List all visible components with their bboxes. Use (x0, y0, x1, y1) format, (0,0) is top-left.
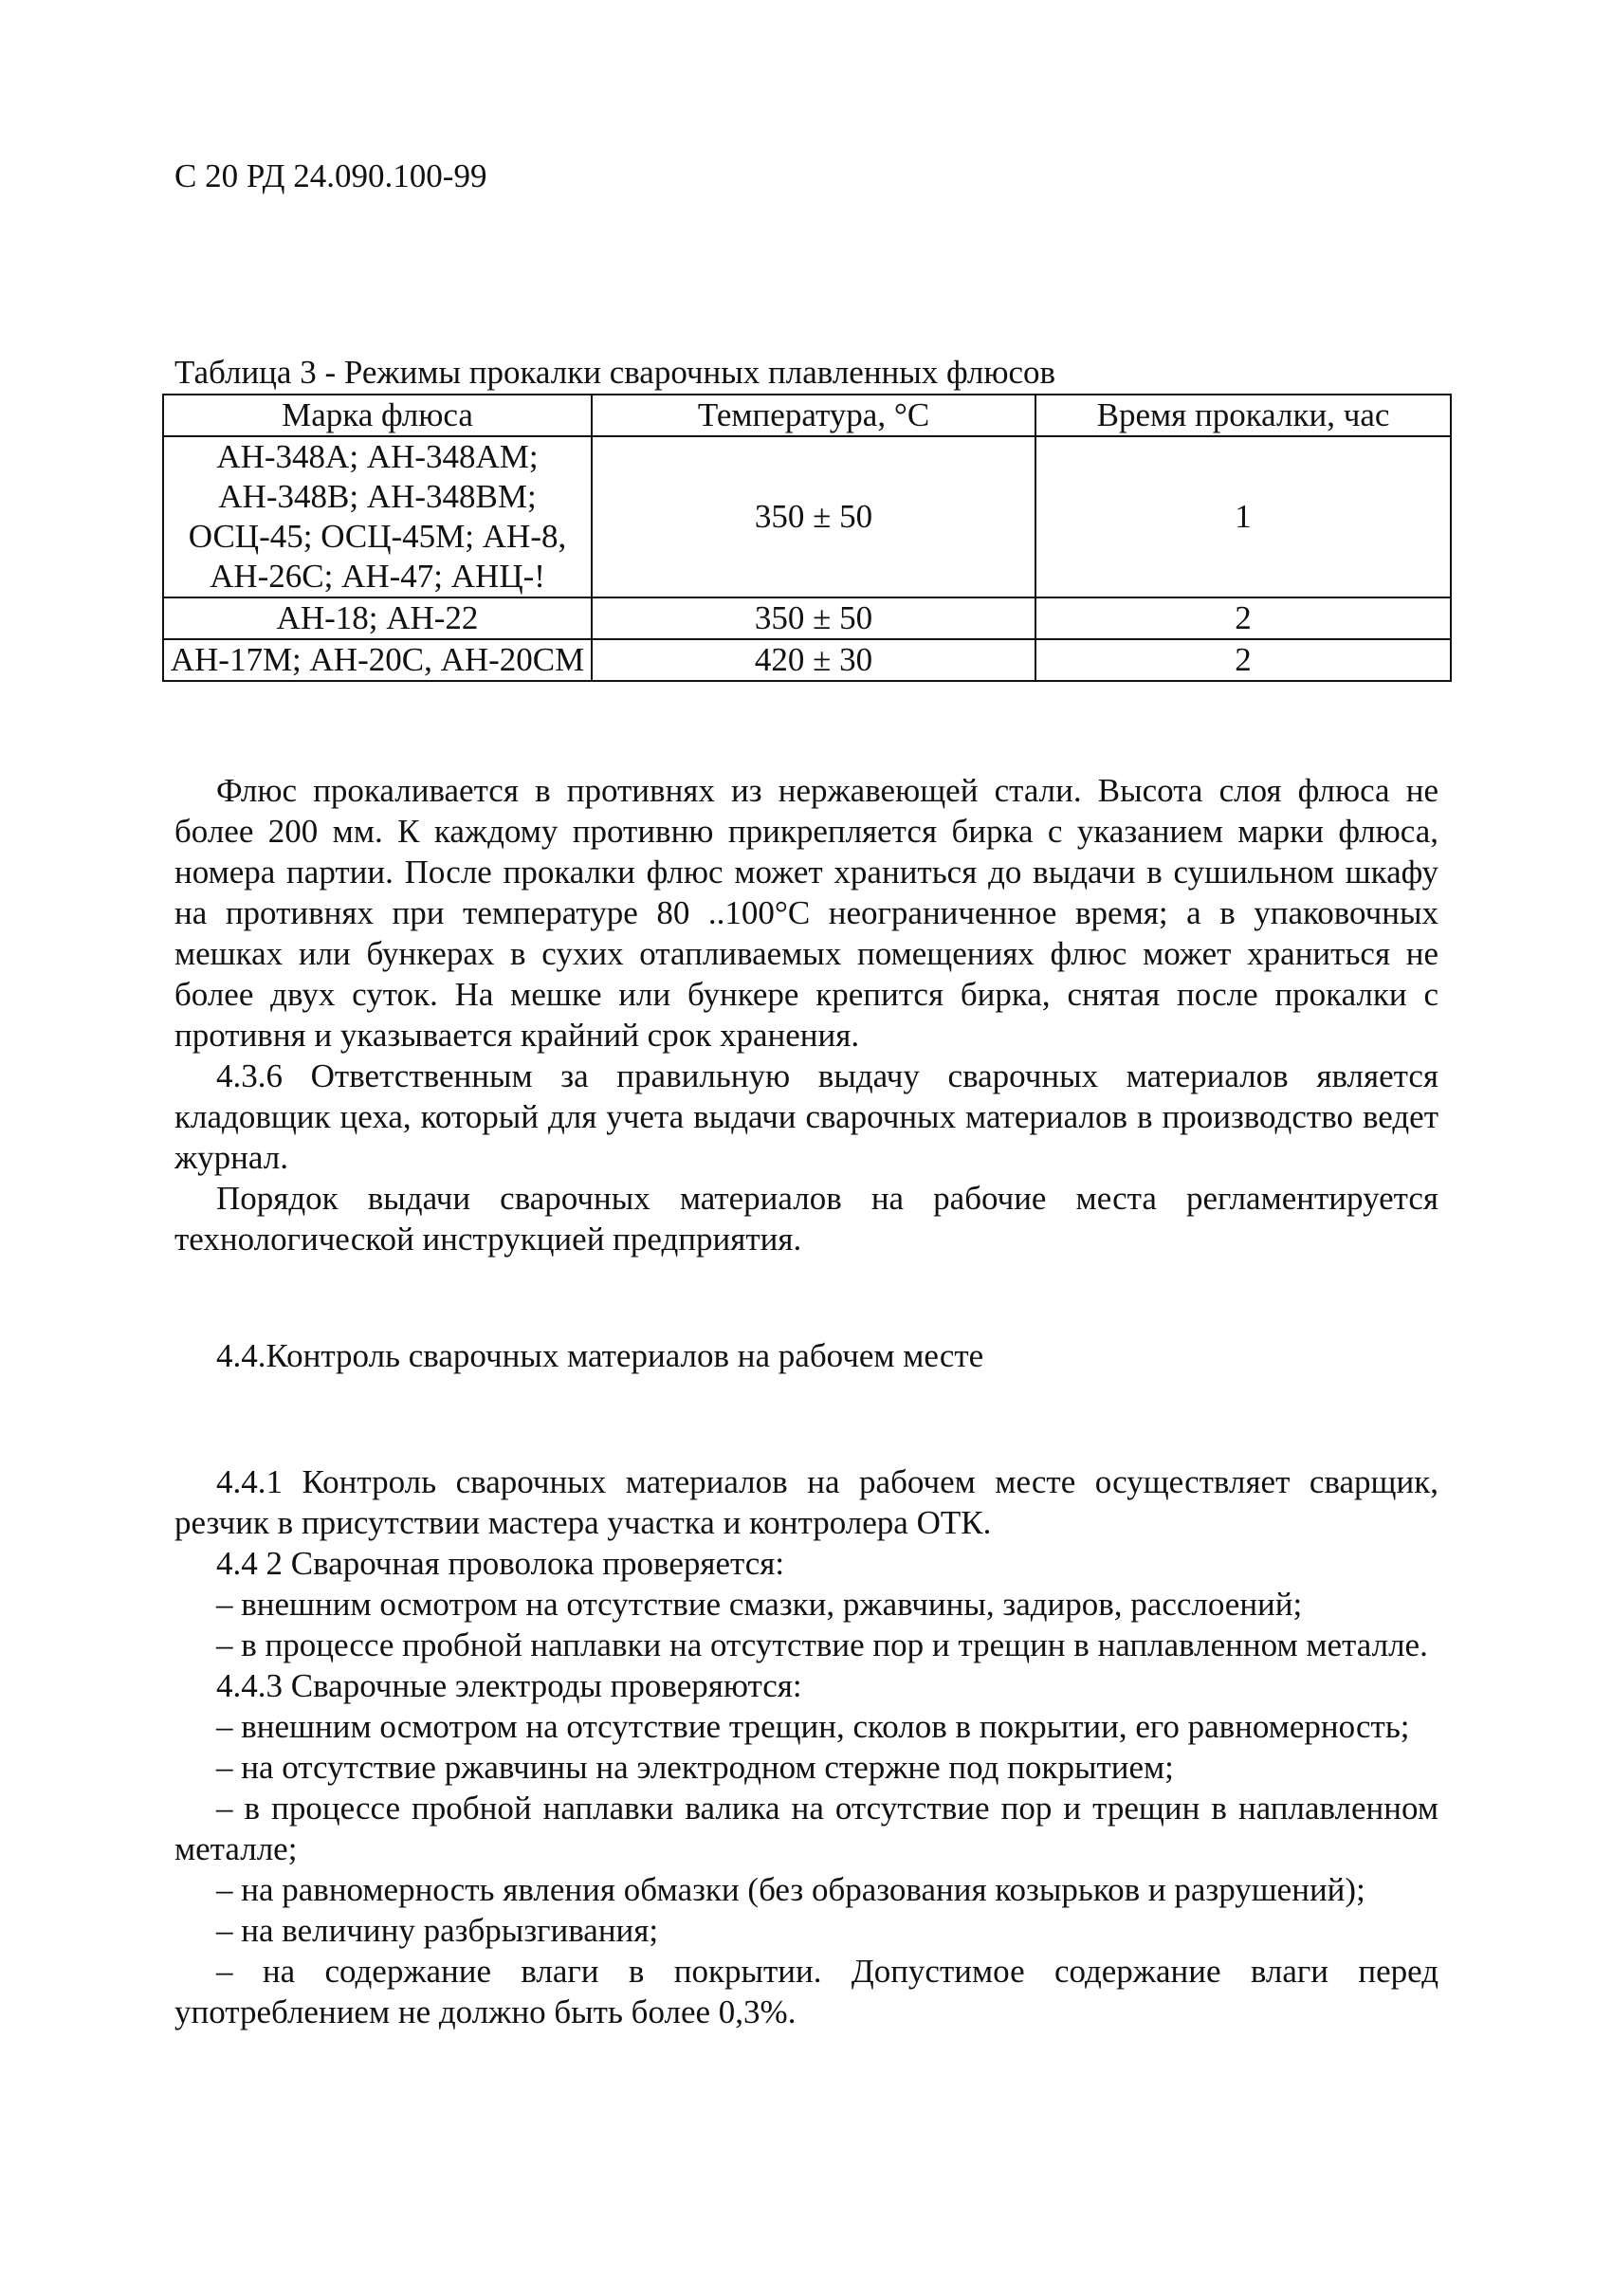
cell-flux: АН-348А; АН-348АМ; АН-348В; АН-348ВМ; ОСЦ-45; ОСЦ-45М; АН-8, АН-26С; АН-47; АНЦ-! (163, 436, 592, 597)
table-row (163, 436, 1451, 597)
section-title-4-4: 4.4.Контроль сварочных материалов на рабочем месте (216, 1337, 984, 1374)
body-section-b (174, 1461, 1438, 2032)
list-item: – на величину разбрызгивания; (216, 1912, 659, 1949)
cell-flux: АН-17М; АН-20С, АН-20СМ (163, 639, 592, 681)
list-item: – внешним осмотром на отсутствие трещин, сколов в покрытии, его равномерность; (216, 1708, 1410, 1745)
paragraph-4-4-3: 4.4.3 Сварочные электроды проверяются: (216, 1667, 802, 1704)
list-item: – в процессе пробной наплавки на отсутствие пор и трещин в наплавленном металле. (216, 1626, 1428, 1663)
list-item: – на отсутствие ржавчины на электродном стержне под покрытием; (216, 1749, 1174, 1786)
paragraph-4-4-1: 4.4.1 Контроль сварочных материалов на рабочем месте осуществляет сварщик, резчик в присутствии мастера участка и контролера ОТК. (174, 1463, 1438, 1541)
cell-temperature: 350 ± 50 (592, 597, 1035, 639)
flux-table (162, 394, 1452, 682)
cell-temperature: 420 ± 30 (592, 639, 1035, 681)
list-item: – на равномерность явления обмазки (без образования козырьков и разрушений); (216, 1871, 1365, 1908)
paragraph-4-3-6: 4.3.6 Ответственным за правильную выдачу сварочных материалов является кладовщик цеха, который для учета выдачи сварочных материалов в производство ведет журнал. (174, 1057, 1438, 1176)
list-item: – в процессе пробной наплавки валика на отсутствие пор и трещин в наплавленном металле; (174, 1790, 1438, 1867)
paragraph-flux-calcination: Флюс прокаливается в противнях из нержавеющей стали. Высота слоя флюса не более 200 мм. К каждому противню прикрепляется бирка с указанием марки флюса, номера партии. После прокалки флюс может храниться до выдачи в сушильном шкафу на противнях при температуре 80 ..100°С неограниченное время; а в упаковочных мешках или бункерах в сухих отапливаемых помещениях флюс может храниться не более двух суток. На мешке или бункере крепится бирка, снятая после прокалки с противня и указывается крайний срок хранения. (174, 772, 1438, 1054)
cell-time: 2 (1035, 639, 1451, 681)
table-row (163, 639, 1451, 681)
cell-flux: АН-18; АН-22 (163, 597, 592, 639)
table-row (163, 597, 1451, 639)
cell-time: 2 (1035, 597, 1451, 639)
cell-temperature: 350 ± 50 (592, 436, 1035, 597)
column-header-flux: Марка флюса (163, 395, 592, 436)
list-item: – внешним осмотром на отсутствие смазки, ржавчины, задиров, расслоений; (216, 1586, 1303, 1623)
column-header-temperature: Температура, °С (592, 395, 1035, 436)
list-item: – на содержание влаги в покрытии. Допустимое содержание влаги перед употреблением не должно быть более 0,3%. (174, 1953, 1438, 2030)
column-header-time: Время прокалки, час (1035, 395, 1451, 436)
paragraph-issue-order: Порядок выдачи сварочных материалов на рабочие места регламентируется технологической инструкцией предприятия. (174, 1180, 1438, 1258)
paragraph-4-4-2: 4.4 2 Сварочная проволока проверяется: (216, 1545, 785, 1582)
body-section-a (174, 770, 1438, 1259)
document-header: С 20 РД 24.090.100-99 (174, 157, 487, 194)
table-caption: Таблица 3 - Режимы прокалки сварочных плавленных флюсов (174, 354, 1056, 391)
cell-time: 1 (1035, 436, 1451, 597)
table-header-row (163, 395, 1451, 436)
